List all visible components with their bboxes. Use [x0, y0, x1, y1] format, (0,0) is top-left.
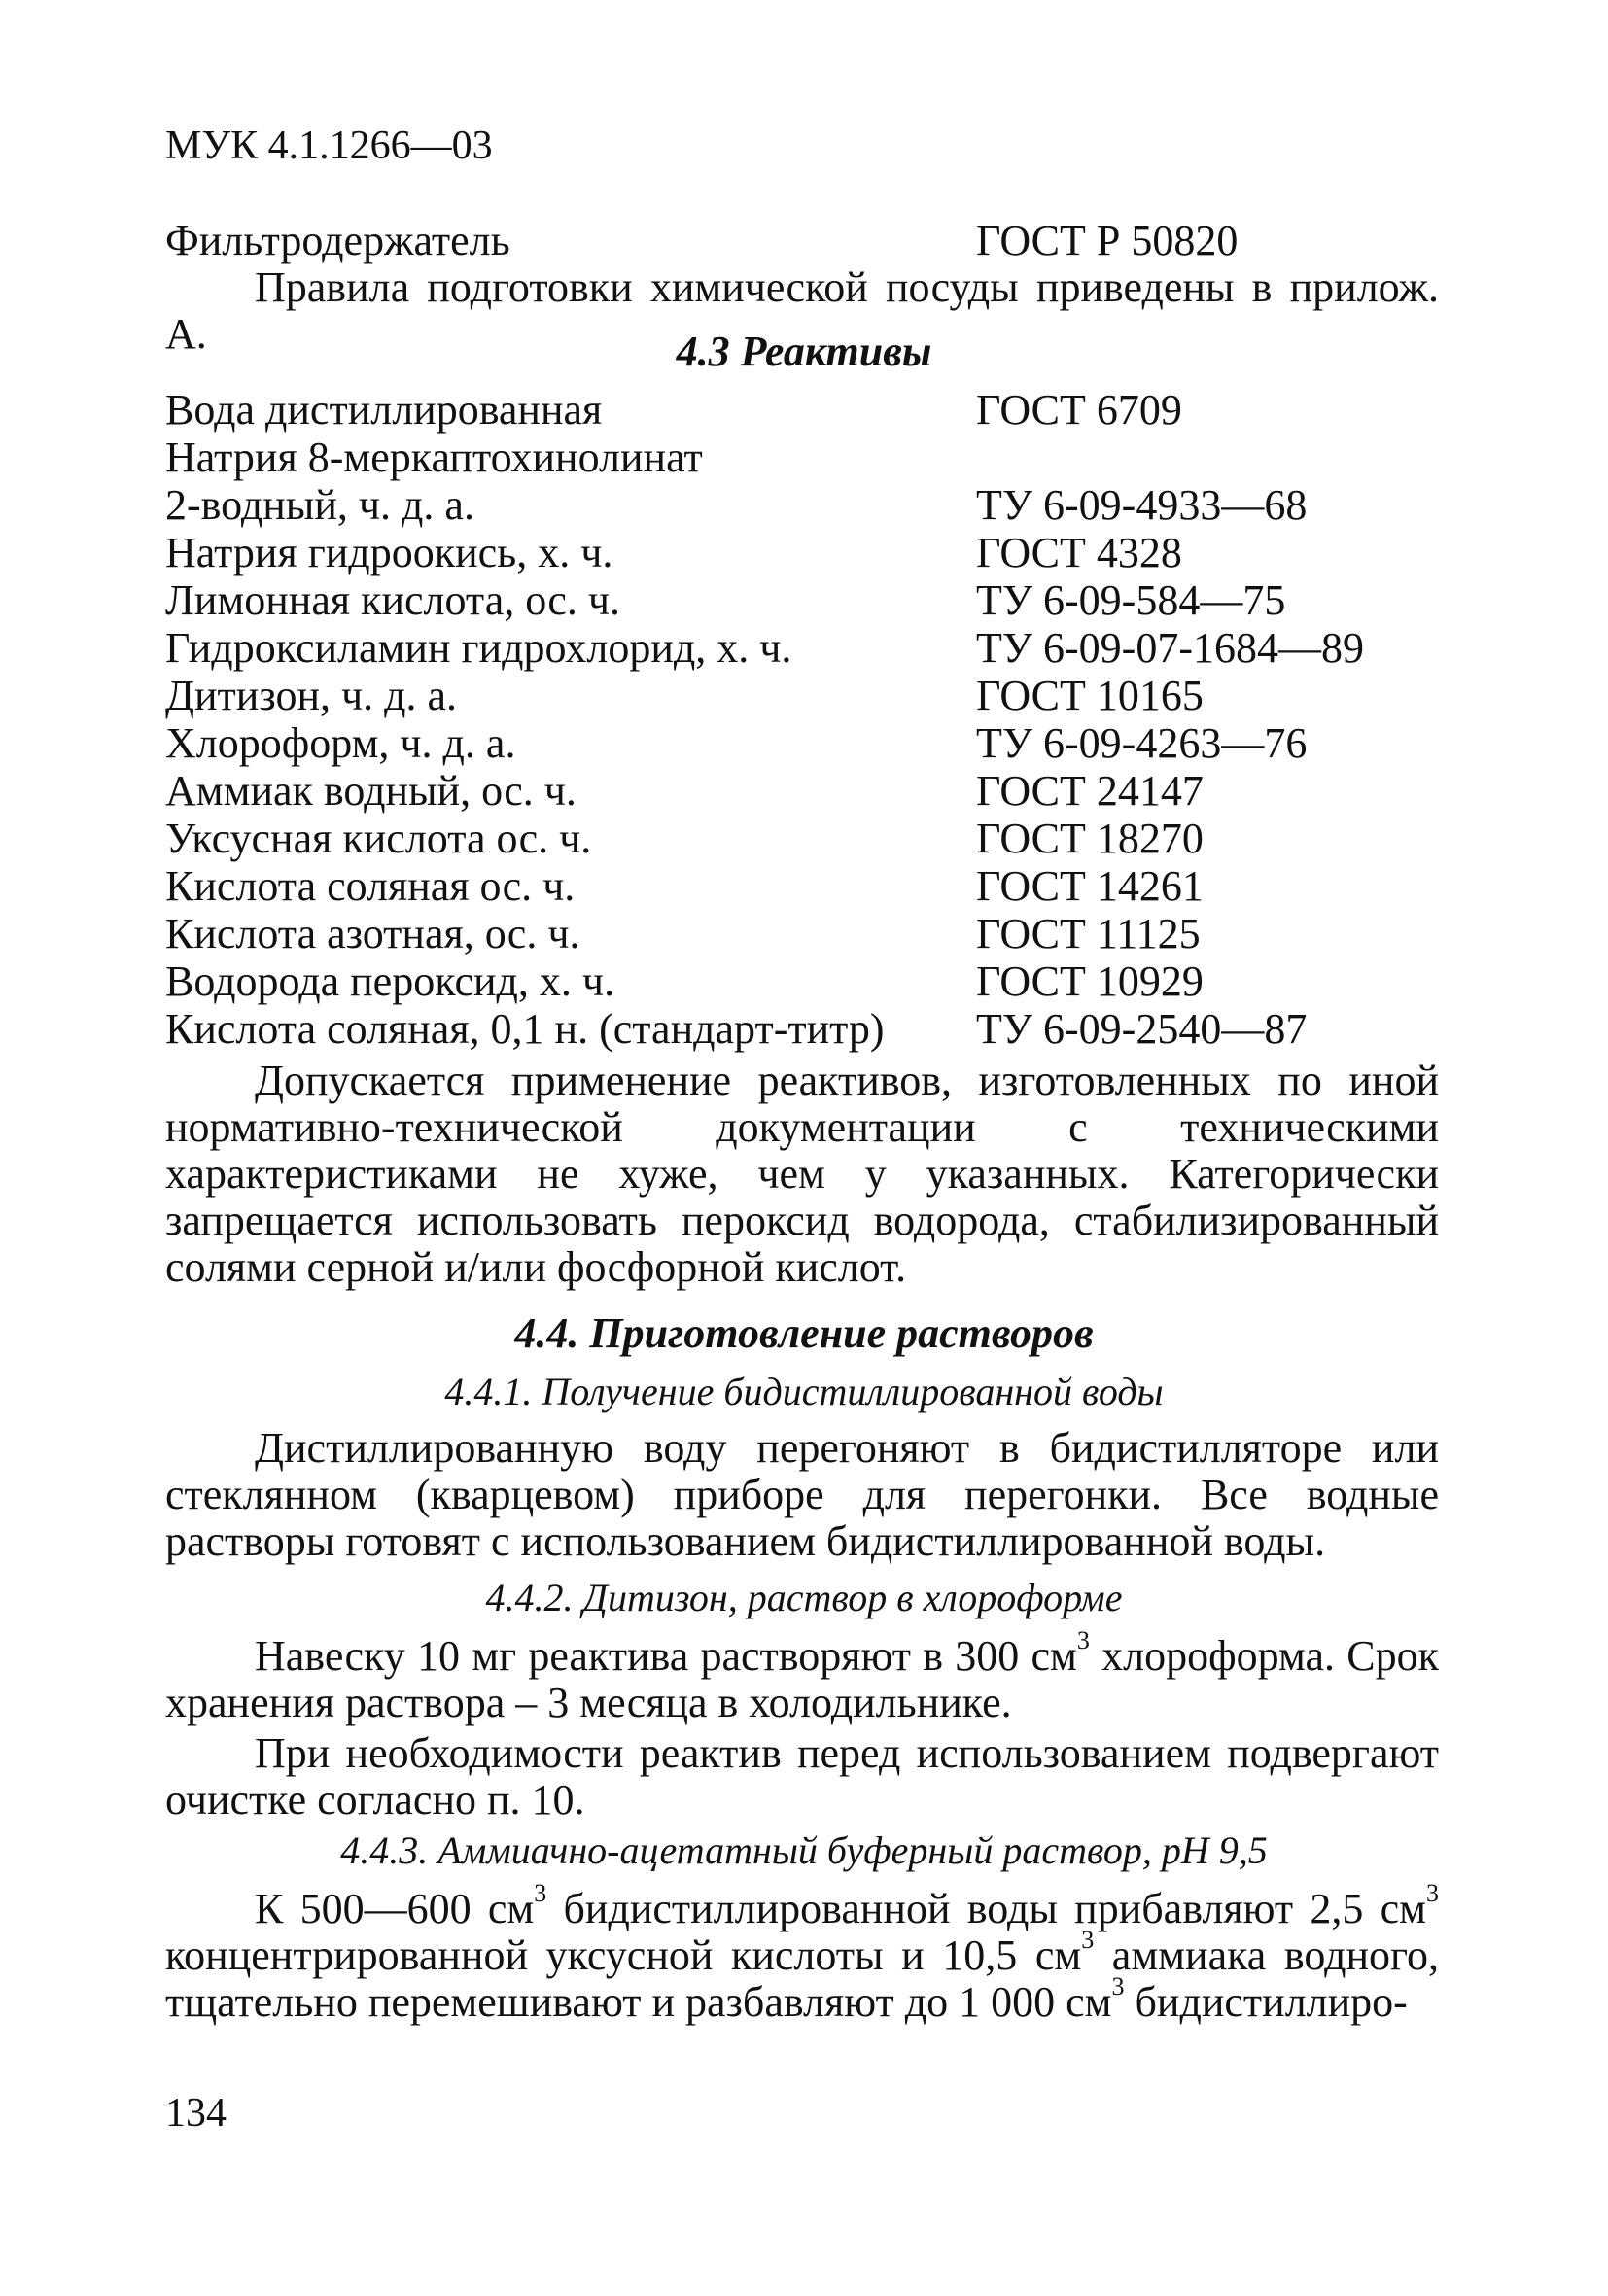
reagents-list	[165, 387, 1449, 1054]
reagent-row	[165, 435, 1449, 482]
reagent-row	[165, 530, 1449, 577]
solutions-heading: 4.4. Приготовление растворов	[514, 1309, 1094, 1357]
reagent-row	[165, 1006, 1449, 1054]
reagent-standard: ТУ 6-09-4933—68	[976, 481, 1308, 529]
cube-superscript: 3	[1076, 1626, 1090, 1655]
reagent-standard: ТУ 6-09-2540—87	[976, 1005, 1308, 1053]
reagent-row	[165, 863, 1449, 911]
reagent-name: 2-водный, ч. д. а.	[165, 481, 474, 529]
dithizone-paragraph	[165, 1626, 1439, 1726]
reagent-row	[165, 625, 1449, 673]
reagent-name: Водорода пероксид, х. ч.	[165, 957, 615, 1005]
buffer-text-a: К 500—600 см	[255, 1885, 535, 1932]
reagent-name: Уксусная кислота ос. ч.	[165, 815, 592, 862]
reagent-standard: ГОСТ 6709	[976, 386, 1182, 434]
reagent-standard: ГОСТ 10165	[976, 672, 1204, 719]
cube-superscript: 3	[1081, 1926, 1095, 1955]
reagent-name: Кислота соляная ос. ч.	[165, 862, 576, 910]
reagents-heading: 4.3 Реактивы	[676, 328, 932, 375]
reagent-name: Вода дистиллированная	[165, 386, 603, 434]
page-number: 134	[165, 2091, 227, 2136]
reagent-name: Кислота соляная, 0,1 н. (стандарт-титр)	[165, 1005, 885, 1053]
reagent-row	[165, 482, 1449, 530]
reagent-name: Натрия гидроокись, х. ч.	[165, 529, 613, 576]
cube-superscript: 3	[1111, 1972, 1125, 2001]
reagent-row	[165, 958, 1449, 1006]
subsection-title-442: 4.4.2. Дитизон, раствор в хлороформе	[485, 1576, 1123, 1619]
filter-holder-name: Фильтродержатель	[165, 217, 510, 264]
bidistilled-water-paragraph: Дистиллированную воду перегоняют в бидистилляторе или стеклянном (кварцевом) приборе для перегонки. Все водные растворы готовят с использованием бидистиллированной воды.	[165, 1424, 1439, 1565]
subsection-title-441: 4.4.1. Получение бидистиллированной воды	[444, 1370, 1164, 1413]
cube-superscript: 3	[534, 1879, 547, 1908]
buffer-paragraph	[165, 1879, 1439, 2026]
reagent-standard: ГОСТ 11125	[976, 910, 1201, 957]
dithizone-text-b: хлороформа. Срок хранения раствора – 3 месяца в холодильнике.	[165, 1632, 1439, 1726]
dithizone-text-a: Навеску 10 мг реактива растворяют в 300 см	[255, 1632, 1077, 1680]
cube-superscript: 3	[1426, 1879, 1439, 1908]
reagent-row	[165, 673, 1449, 720]
buffer-text-b: бидистиллированной воды прибавляют 2,5 см	[546, 1885, 1426, 1932]
filter-holder-standard: ГОСТ Р 50820	[976, 217, 1239, 264]
reagent-standard: ГОСТ 24147	[976, 767, 1204, 815]
allowance-paragraph: Допускается применение реактивов, изготовленных по иной нормативно-технической документации с техническими характеристиками не хуже, чем у указанных. Категорически запрещается использовать пероксид водорода, стабилизированный солями серной и/или фосфорной кислот.	[165, 1057, 1439, 1291]
reagent-row	[165, 768, 1449, 816]
reagent-standard: ТУ 6-09-4263—76	[976, 719, 1308, 767]
reagent-standard: ГОСТ 18270	[976, 815, 1204, 862]
reagent-row	[165, 387, 1449, 435]
subsection-title-443: 4.4.3. Аммиачно-ацетатный буферный раствор, pH 9,5	[340, 1828, 1268, 1872]
reagent-row	[165, 720, 1449, 768]
reagent-name: Хлороформ, ч. д. а.	[165, 719, 516, 767]
buffer-text-d: аммиака водного, тщательно перемешивают и разбавляют до 1 000 см	[165, 1931, 1439, 2026]
buffer-text-e: бидистиллиро-	[1124, 1978, 1408, 2026]
running-head: МУК 4.1.1266—03	[165, 123, 493, 168]
buffer-text-c: концентрированной уксусной кислоты и 10,5 см	[165, 1931, 1082, 1979]
glassware-note: Правила подготовки химической посуды приведены в прилож. А.	[165, 263, 1439, 358]
reagent-standard: ТУ 6-09-584—75	[976, 576, 1286, 624]
reagent-name: Дитизон, ч. д. а.	[165, 672, 458, 719]
reagent-name: Кислота азотная, ос. ч.	[165, 910, 580, 957]
reagent-name: Натрия 8-меркаптохинолинат	[165, 434, 703, 481]
reagent-row	[165, 911, 1449, 958]
reagent-row	[165, 816, 1449, 863]
reagent-name: Аммиак водный, ос. ч.	[165, 767, 577, 815]
reagent-standard: ТУ 6-09-07-1684—89	[976, 624, 1364, 672]
reagent-standard: ГОСТ 10929	[976, 957, 1204, 1005]
reagent-row	[165, 577, 1449, 625]
reagent-name: Гидроксиламин гидрохлорид, х. ч.	[165, 624, 792, 672]
reagent-standard: ГОСТ 14261	[976, 862, 1204, 910]
reagent-name: Лимонная кислота, ос. ч.	[165, 576, 620, 624]
reagent-standard: ГОСТ 4328	[976, 529, 1182, 576]
purification-paragraph: При необходимости реактив перед использованием подвергают очистке согласно п. 10.	[165, 1729, 1439, 1824]
